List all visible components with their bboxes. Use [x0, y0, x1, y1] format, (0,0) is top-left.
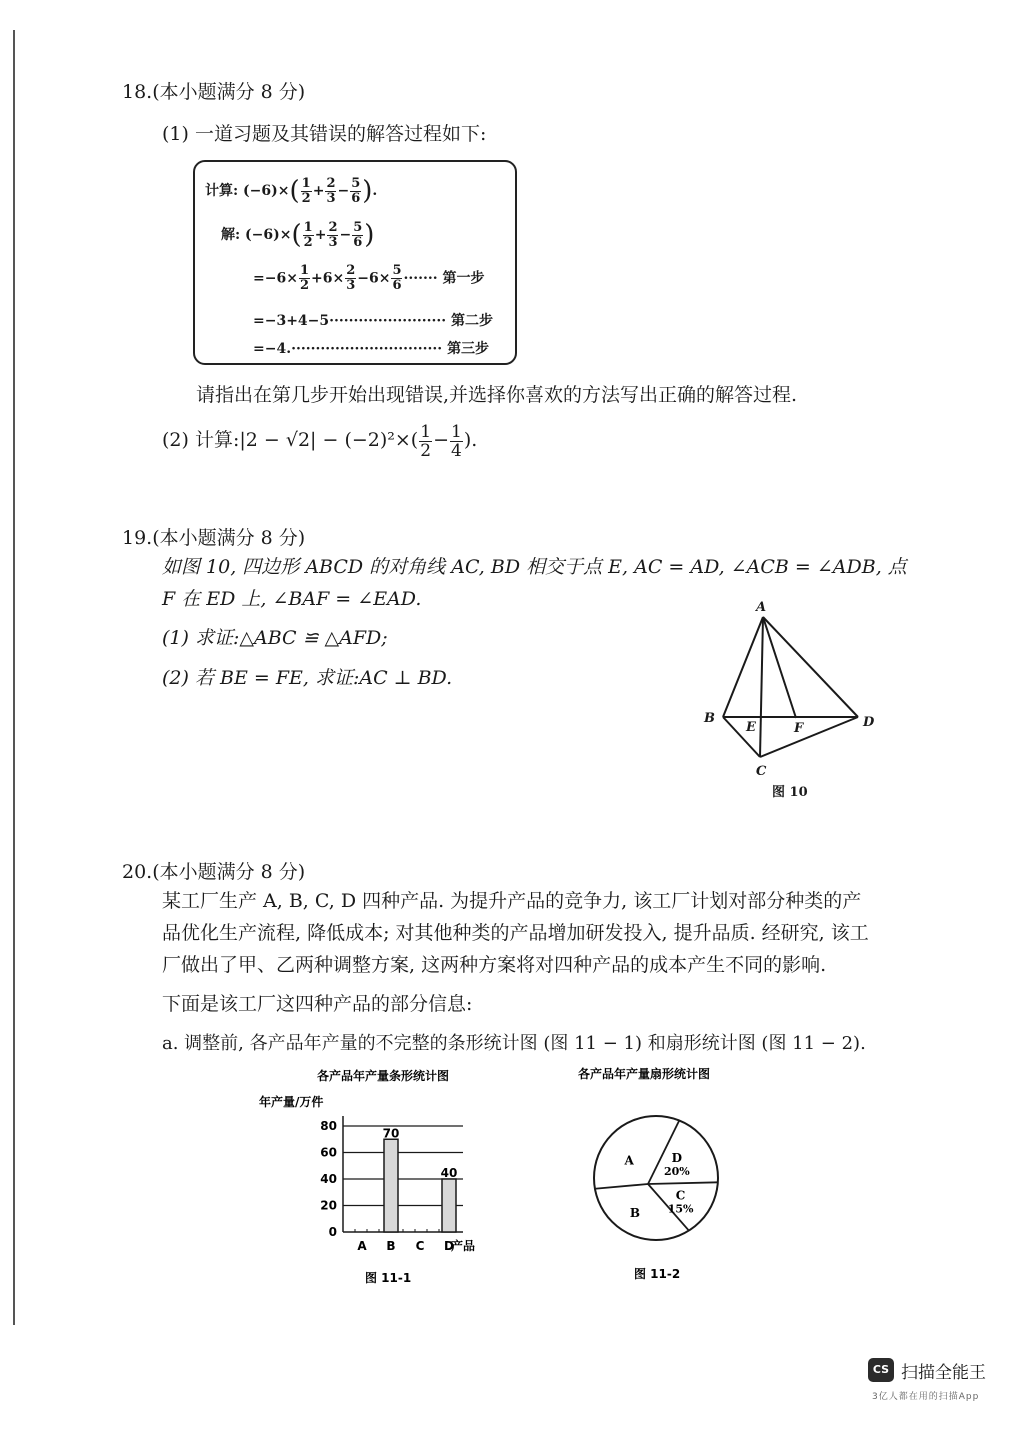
pie-slice-label-A: A — [624, 1153, 634, 1168]
figure-10-caption: 图 10 — [772, 785, 808, 800]
label-F: F — [794, 721, 804, 736]
xtick-label: C — [415, 1239, 425, 1253]
frac-den: 3 — [326, 190, 336, 206]
edge-AC — [760, 617, 763, 757]
frac-num: 5 — [351, 175, 361, 191]
step3-label: 第三步 — [447, 341, 490, 357]
frac-num: 5 — [353, 219, 363, 235]
pie-chart-caption: 图 11-2 — [634, 1267, 681, 1281]
pie-chart-title: 各产品年产量扇形统计图 — [578, 1067, 711, 1081]
frac-den: 3 — [328, 234, 338, 250]
scan-edge-line — [13, 30, 15, 1325]
op-minus: − — [339, 227, 352, 243]
bar-B — [384, 1139, 398, 1232]
label-D: D — [863, 715, 875, 730]
frac-1-4 — [450, 423, 463, 460]
xtick-label: D — [444, 1239, 454, 1253]
pie-boundary-1 — [648, 1182, 718, 1184]
bar-data-label: 40 — [440, 1166, 458, 1180]
edge-AD — [763, 617, 858, 717]
bar-data-label: 70 — [382, 1126, 400, 1141]
frac-2-3 — [327, 221, 338, 250]
pie-chart-slices — [595, 1121, 718, 1231]
frac-5-6 — [391, 264, 402, 293]
frac-den: 2 — [420, 440, 432, 461]
part2-suffix: ). — [463, 429, 478, 451]
rparen: ) — [364, 220, 375, 250]
frac-den: 3 — [346, 278, 356, 293]
frac-num: 1 — [450, 421, 462, 442]
q19-line2: F 在 ED 上, ∠BAF = ∠EAD. — [162, 588, 422, 610]
xtick-label: B — [386, 1239, 396, 1253]
q18-part2 — [162, 420, 477, 460]
camscanner-logo-icon: CS — [868, 1358, 894, 1382]
frac-1-2 — [301, 177, 312, 206]
frac-5-6 — [352, 221, 363, 250]
frac-num: 1 — [299, 263, 309, 278]
step1-mid1: +6× — [310, 270, 345, 287]
step2-expr: =−3+4−5 — [253, 313, 330, 329]
edge-AB — [723, 617, 763, 717]
op-minus: − — [433, 429, 449, 451]
label-C: C — [756, 764, 767, 779]
ytick-label: 60 — [320, 1145, 337, 1160]
q20-para2: 下面是该工厂这四种产品的部分信息: — [162, 993, 473, 1015]
part2-prefix: (2) 计算:|2 − √2| − (−2)²×( — [162, 429, 419, 451]
bar-D — [442, 1179, 456, 1232]
frac-den: 6 — [353, 234, 363, 250]
bar-chart-xlabel: 产品 — [451, 1239, 476, 1253]
ytick-label: 80 — [320, 1119, 337, 1133]
ytick-label: 0 — [328, 1225, 337, 1239]
frac-den: 6 — [351, 190, 361, 206]
lparen: ( — [289, 176, 300, 206]
watermark-tagline: 3亿人都在用的扫描App — [872, 1392, 980, 1402]
ytick-label: 20 — [320, 1198, 337, 1213]
frac-den: 2 — [301, 190, 311, 206]
pie-slice-label-C: C — [675, 1188, 686, 1203]
bar-chart-figure-11-1 — [255, 1060, 505, 1295]
edge-AF — [763, 617, 796, 718]
neg6-term: (−6)× — [243, 183, 290, 199]
frac-den: 2 — [303, 234, 313, 250]
bar-chart-caption: 图 11-1 — [365, 1271, 412, 1285]
frac-den: 2 — [299, 278, 309, 293]
pie-boundary-3 — [595, 1184, 648, 1189]
step3-expr: =−4. — [253, 341, 292, 357]
frac-den: 6 — [392, 278, 402, 293]
q19-part2: (2) 若 BE = FE, 求证:AC ⊥ BD. — [162, 667, 453, 689]
q19-heading: 19.(本小题满分 8 分) — [122, 527, 306, 549]
frac-num: 2 — [326, 175, 336, 191]
calc-label: 计算: — [205, 183, 239, 199]
q19-line1: 如图 10, 四边形 ABCD 的对角线 AC, BD 相交于点 E, AC = AD, ∠ACB = ∠ADB, 点 — [162, 556, 907, 578]
label-E: E — [746, 720, 756, 735]
bar-chart-ylabel: 年产量/万件 — [259, 1095, 324, 1109]
q20-heading: 20.(本小题满分 8 分) — [122, 861, 306, 883]
box-step3-line — [253, 338, 489, 358]
q18-heading: 18.(本小题满分 8 分) — [122, 81, 306, 103]
rparen: ) — [362, 176, 373, 206]
bar-chart-title: 各产品年产量条形统计图 — [317, 1069, 450, 1083]
neg6-term: (−6)× — [245, 227, 292, 243]
xtick-label: A — [357, 1239, 367, 1253]
pie-chart-figure-11-2 — [570, 1060, 770, 1295]
period: . — [372, 183, 378, 199]
step1-mid2: −6× — [357, 270, 391, 287]
watermark-name: 扫描全能王 — [901, 1363, 986, 1383]
ytick-label: 40 — [320, 1172, 337, 1186]
frac-num: 1 — [303, 219, 313, 235]
step1-label: 第一步 — [442, 270, 485, 287]
q20-para1-line2: 品优化生产流程, 降低成本; 对其他种类的产品增加研发投入, 提升品质. 经研究, 该工 — [162, 922, 869, 944]
frac-2-3 — [345, 264, 356, 293]
frac-1-2 — [299, 264, 310, 293]
q18-instruction: 请指出在第几步开始出现错误,并选择你喜欢的方法写出正确的解答过程. — [196, 384, 798, 406]
q20-para1-line1: 某工厂生产 A, B, C, D 四种产品. 为提升产品的竞争力, 该工厂计划对部分种类的产 — [162, 890, 862, 912]
label-A: A — [756, 600, 767, 615]
step2-label: 第二步 — [451, 313, 494, 329]
frac-num: 1 — [301, 175, 311, 191]
frac-num: 2 — [346, 263, 356, 278]
box-step2-line — [253, 310, 493, 330]
pie-outline — [594, 1116, 718, 1240]
pie-slice-label-D: D — [671, 1150, 683, 1165]
dots: ······· — [403, 270, 438, 287]
op-plus: + — [312, 183, 325, 199]
frac-5-6 — [350, 177, 361, 206]
frac-num: 5 — [392, 263, 402, 278]
q20-para1-line3: 厂做出了甲、乙两种调整方案, 这两种方案将对四种产品的成本产生不同的影响. — [162, 954, 827, 976]
dots: ······························· — [291, 341, 443, 357]
q20-para3: a. 调整前, 各产品年产量的不完整的条形统计图 (图 11 − 1) 和扇形统计图 (图 11 − 2). — [162, 1033, 866, 1054]
frac-num: 2 — [328, 219, 338, 235]
frac-1-2 — [419, 423, 432, 460]
frac-num: 1 — [420, 421, 432, 442]
frac-den: 4 — [450, 440, 462, 461]
lparen: ( — [291, 220, 302, 250]
frac-2-3 — [325, 177, 336, 206]
frac-1-2 — [303, 221, 314, 250]
box-calc-line — [205, 176, 377, 206]
step1-expr: =−6× — [253, 270, 298, 287]
q19-part1: (1) 求证:△ABC ≌ △AFD; — [162, 627, 388, 649]
pie-slice-percent-D: 20% — [663, 1164, 690, 1178]
dots: ························ — [329, 313, 447, 329]
pie-slice-label-B: B — [629, 1206, 641, 1221]
box-step1-line — [253, 264, 484, 293]
q18-part1: (1) 一道习题及其错误的解答过程如下: — [162, 123, 487, 145]
edge-CD — [760, 717, 858, 757]
label-B: B — [704, 711, 715, 726]
pie-slice-percent-C: 15% — [667, 1202, 694, 1216]
op-plus: + — [314, 227, 327, 243]
op-minus: − — [337, 183, 350, 199]
figure-10-quadrilateral — [690, 595, 890, 810]
q18-solution-box — [193, 160, 517, 365]
sol-label: 解: — [221, 227, 241, 243]
box-sol-line — [221, 220, 374, 250]
